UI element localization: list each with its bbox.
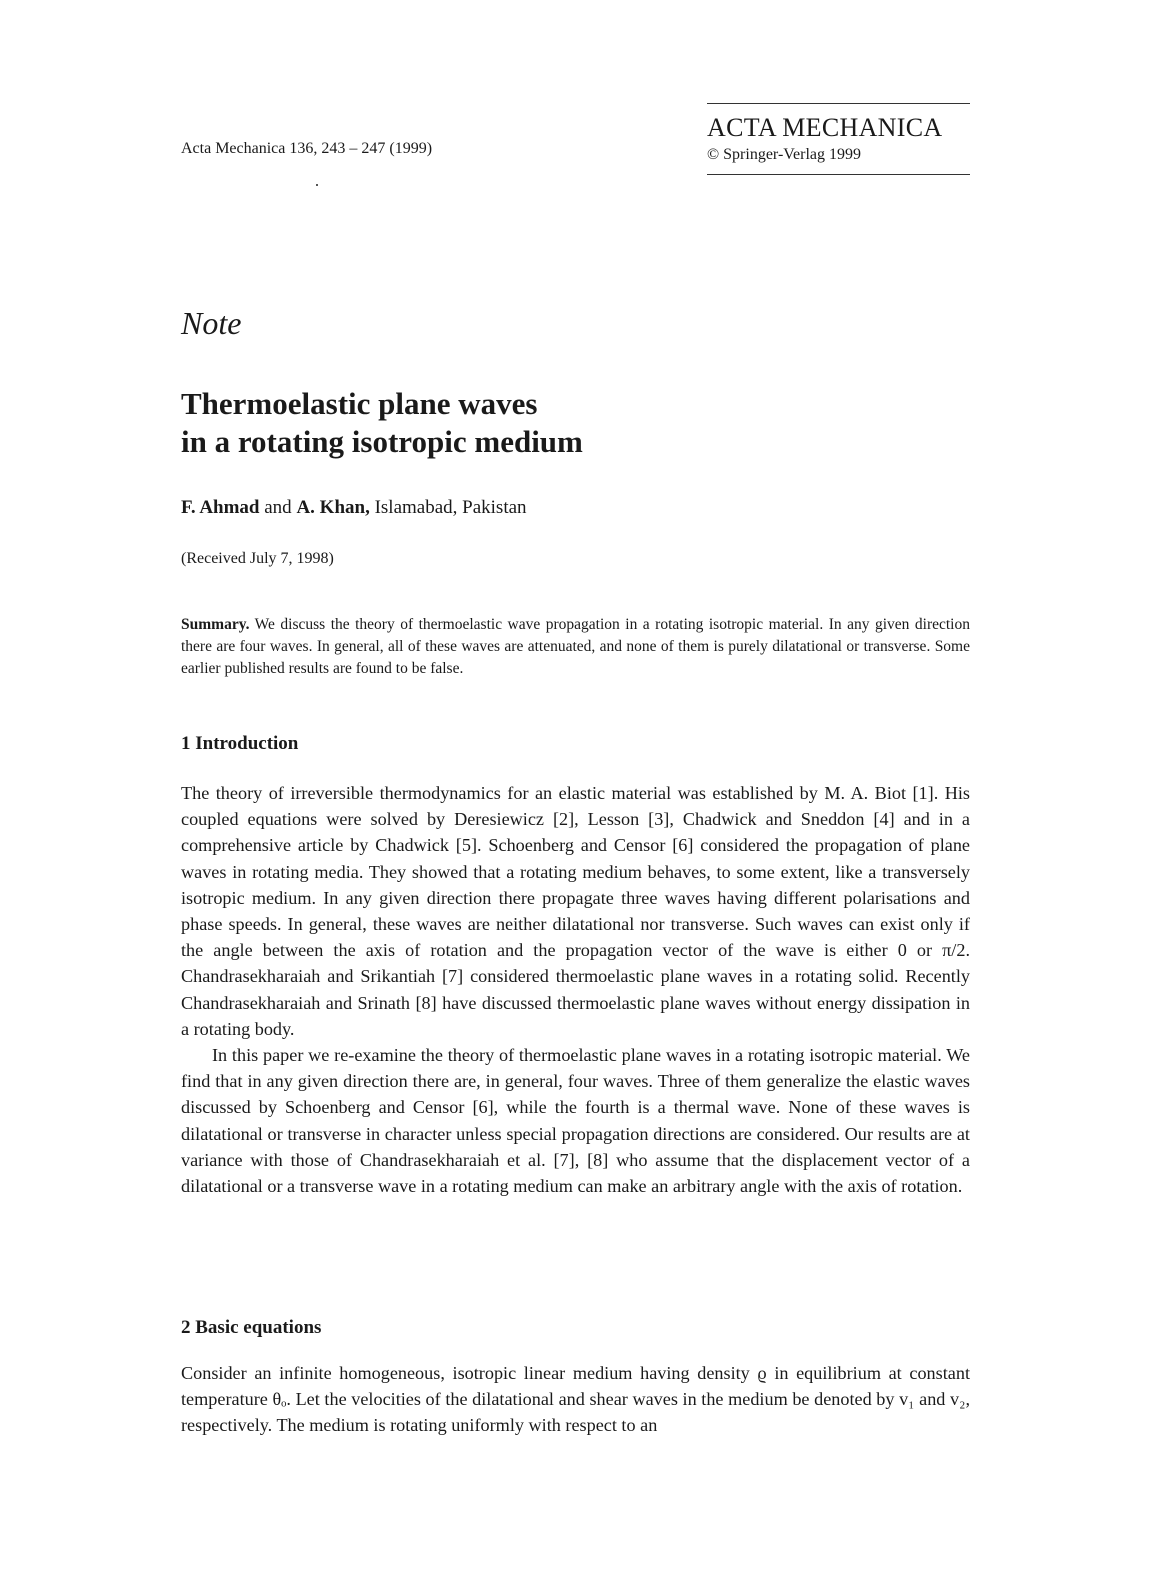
received-date: (Received July 7, 1998) (181, 550, 334, 567)
author-conjunction: and (259, 497, 297, 518)
masthead-bottom-rule (707, 174, 970, 175)
title-line-1: Thermoelastic plane waves (181, 386, 538, 421)
summary-label: Summary. (181, 616, 250, 633)
article-title (181, 385, 583, 461)
introduction-body (181, 780, 970, 1199)
basic-equations-body (181, 1360, 970, 1439)
section-heading-introduction: 1 Introduction (181, 733, 299, 754)
journal-masthead (707, 103, 970, 175)
section-heading-basic-equations: 2 Basic equations (181, 1317, 322, 1338)
author-2: A. Khan, (296, 497, 370, 518)
author-1: F. Ahmad (181, 497, 260, 518)
summary-abstract (181, 614, 970, 680)
article-type-label: Note (181, 305, 242, 341)
author-affiliation: Islamabad, Pakistan (369, 497, 527, 518)
title-line-2: in a rotating isotropic medium (181, 424, 583, 459)
masthead-top-rule (707, 103, 970, 104)
journal-name: ACTA MECHANICA (707, 113, 943, 142)
basic-equations-paragraph-1: Consider an infinite homogeneous, isotropic linear medium having density ϱ in equilibrium at constant temperature θₒ. Let the velocities of the dilatational and shear waves in the medium be denoted by v₁ and v₂, respectively. The medium is rotating uniformly with respect to an (181, 1363, 970, 1436)
summary-text: We discuss the theory of thermoelastic wave propagation in a rotating isotropic material. In any given direction there are four waves. In general, all of these waves are attenuated, and none of them is purely dilatational or transverse. Some earlier published results are found to be false. (181, 616, 970, 677)
author-line (181, 497, 527, 519)
copyright-notice: © Springer-Verlag 1999 (707, 146, 862, 163)
journal-citation: Acta Mechanica 136, 243 – 247 (1999) (181, 140, 433, 157)
introduction-paragraph-1: The theory of irreversible thermodynamics for an elastic material was established by M. A. Biot [1]. His coupled equations were solved by Deresiewicz [2], Lesson [3], Chadwick and Sneddon [4] and in a comprehensive article by Chadwick [5]. Schoenberg and Censor [6] considered the propagation of plane waves in rotating media. They showed that a rotating medium behaves, to some extent, like a transversely isotropic medium. In any given direction there propagate three waves having different polarisations and phase speeds. In general, these waves are neither dilatational nor transverse. Such waves can exist only if the angle between the axis of rotation and the propagation vector of the wave is either 0 or π/2. Chandrasekharaiah and Srikantiah [7] considered thermoelastic plane waves in a rotating solid. Recently Chandrasekharaiah and Srinath [8] have discussed thermoelastic plane waves without energy dissipation in a rotating body. (181, 783, 970, 1039)
introduction-paragraph-2: In this paper we re-examine the theory of thermoelastic plane waves in a rotating isotropic material. We find that in any given direction there are, in general, four waves. Three of them generalize the elastic waves discussed by Schoenberg and Censor [6], while the fourth is a thermal wave. None of these waves is dilatational or transverse in character unless special propagation directions are considered. Our results are at variance with those of Chandrasekharaiah et al. [7], [8] who assume that the displacement vector of a dilatational or a transverse wave in a rotating medium can make an arbitrary angle with the axis of rotation. (181, 1045, 970, 1197)
scan-speck (316, 184, 318, 186)
